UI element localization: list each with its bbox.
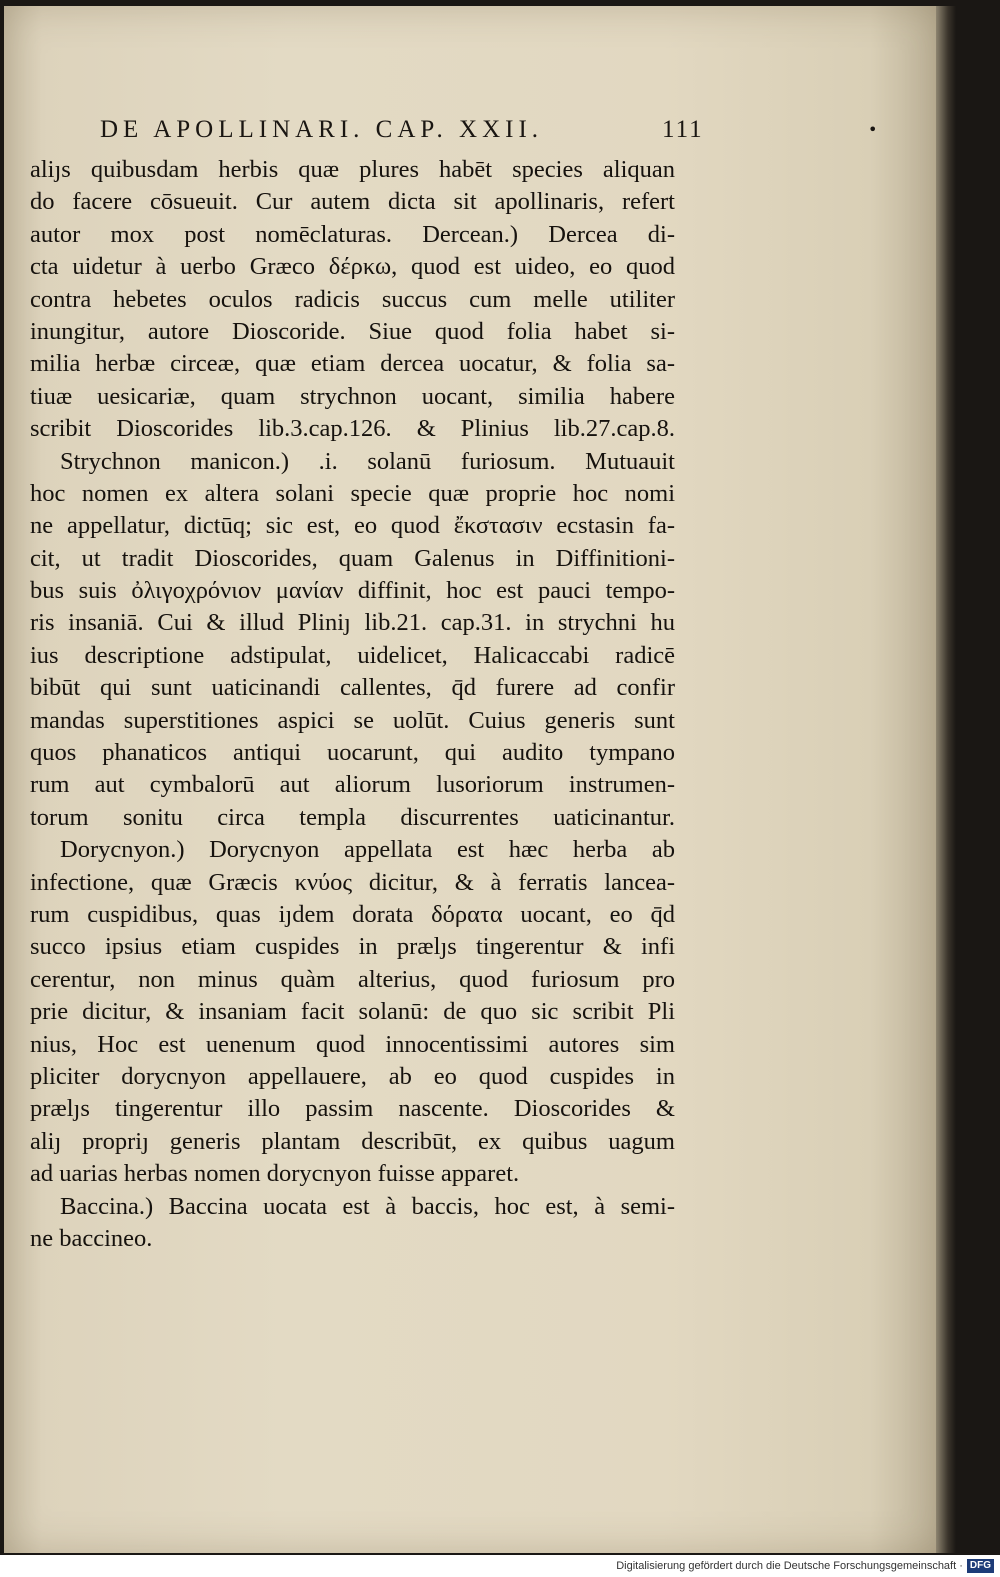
text-line: cit, ut tradit Dioscorides, quam Galenus in Diffinitioni- xyxy=(30,544,675,572)
funding-notice: Digitalisierung gefördert durch die Deutsche Forschungsgemeinschaft · xyxy=(616,1560,963,1572)
text-line: nius, Hoc est uenenum quod innocentissimi autores sim xyxy=(30,1030,675,1058)
text-line: rum aut cymbalorū aut aliorum lusoriorum instrumen- xyxy=(30,771,675,799)
text-line: contra hebetes oculos radicis succus cum melle utiliter xyxy=(30,285,675,313)
page-edge xyxy=(936,6,956,1553)
text-line: tiuæ uesicariæ, quam strychnon uocant, similia habere xyxy=(30,382,675,410)
text-line: do facere cōsueuit. Cur autem dicta sit apollinaris, refert xyxy=(30,188,675,216)
digitization-footer xyxy=(0,1555,1000,1577)
body-text xyxy=(30,154,675,1255)
text-line: aliȷs quibusdam herbis quæ plures habēt species aliquan xyxy=(30,156,675,183)
text-line: quos phanaticos antiqui uocarunt, qui audito tympano xyxy=(30,739,675,767)
text-line: hoc nomen ex altera solani specie quæ proprie hoc nomi xyxy=(30,479,675,507)
text-line: milia herbæ circeæ, quæ etiam dercea uocatur, & folia sa- xyxy=(30,350,675,378)
text-line: cerentur, non minus quàm alterius, quod furiosum pro xyxy=(30,965,675,993)
text-line: cta uidetur à uerbo Græco δέρκω, quod est uideo, eo quod xyxy=(30,253,675,281)
text-line: prie dicitur, & insaniam facit solanū: de quo sic scribit Pli xyxy=(30,998,675,1026)
text-line: Baccina.) Baccina uocata est à baccis, hoc est, à semi- xyxy=(60,1192,675,1220)
text-line: aliȷ propriȷ generis plantam describūt, ex quibus uagum xyxy=(30,1127,675,1155)
text-line: Strychnon manicon.) .i. solanū furiosum. Mutuauit xyxy=(60,447,675,475)
text-line: bus suis ὀλιγοχρόνιον μανίαν diffinit, hoc est pauci tempo- xyxy=(30,577,675,605)
text-line: prælȷs tingerentur illo passim nascente. Dioscorides & xyxy=(30,1095,675,1123)
text-line: ris insaniā. Cui & illud Pliniȷ lib.21. cap.31. in strychni hu xyxy=(30,609,675,637)
text-line: ne baccineo. xyxy=(30,1224,153,1252)
text-line: Dorycnyon.) Dorycnyon appellata est hæc herba ab xyxy=(60,836,675,864)
text-line: autor mox post nomēclaturas. Dercean.) Dercea di- xyxy=(30,220,675,248)
text-line: ius descriptione adstipulat, uidelicet, Halicaccabi radicē xyxy=(30,641,675,669)
running-head: DE APOLLINARI. CAP. XXII. xyxy=(100,116,544,143)
text-line: pliciter dorycnyon appellauere, ab eo quod cuspides in xyxy=(30,1062,675,1090)
margin-mark: • xyxy=(868,120,878,139)
text-line: rum cuspidibus, quas iȷdem dorata δόρατα uocant, eo q̄d xyxy=(30,900,675,928)
text-line: inungitur, autore Dioscoride. Siue quod folia habet si- xyxy=(30,317,675,345)
text-line: infectione, quæ Græcis κνύος dicitur, & à ferratis lancea- xyxy=(30,868,675,896)
dfg-logo: DFG xyxy=(967,1559,994,1573)
text-line: ad uarias herbas nomen dorycnyon fuisse apparet. xyxy=(30,1160,520,1188)
text-line: bibūt qui sunt uaticinandi callentes, q̄d furere ad confir xyxy=(30,674,675,702)
text-line: succo ipsius etiam cuspides in prælȷs tingerentur & infi xyxy=(30,933,675,961)
text-line: scribit Dioscorides lib.3.cap.126. & Plinius lib.27.cap.8. xyxy=(30,415,675,443)
text-line: mandas superstitiones aspici se uolūt. Cuius generis sunt xyxy=(30,706,675,734)
page-number: 111 xyxy=(662,116,704,143)
text-line: torum sonitu circa templa discurrentes uaticinantur. xyxy=(30,803,675,831)
text-line: ne appellatur, dictūq; sic est, eo quod ἔκστασιν ecstasin fa- xyxy=(30,512,675,540)
